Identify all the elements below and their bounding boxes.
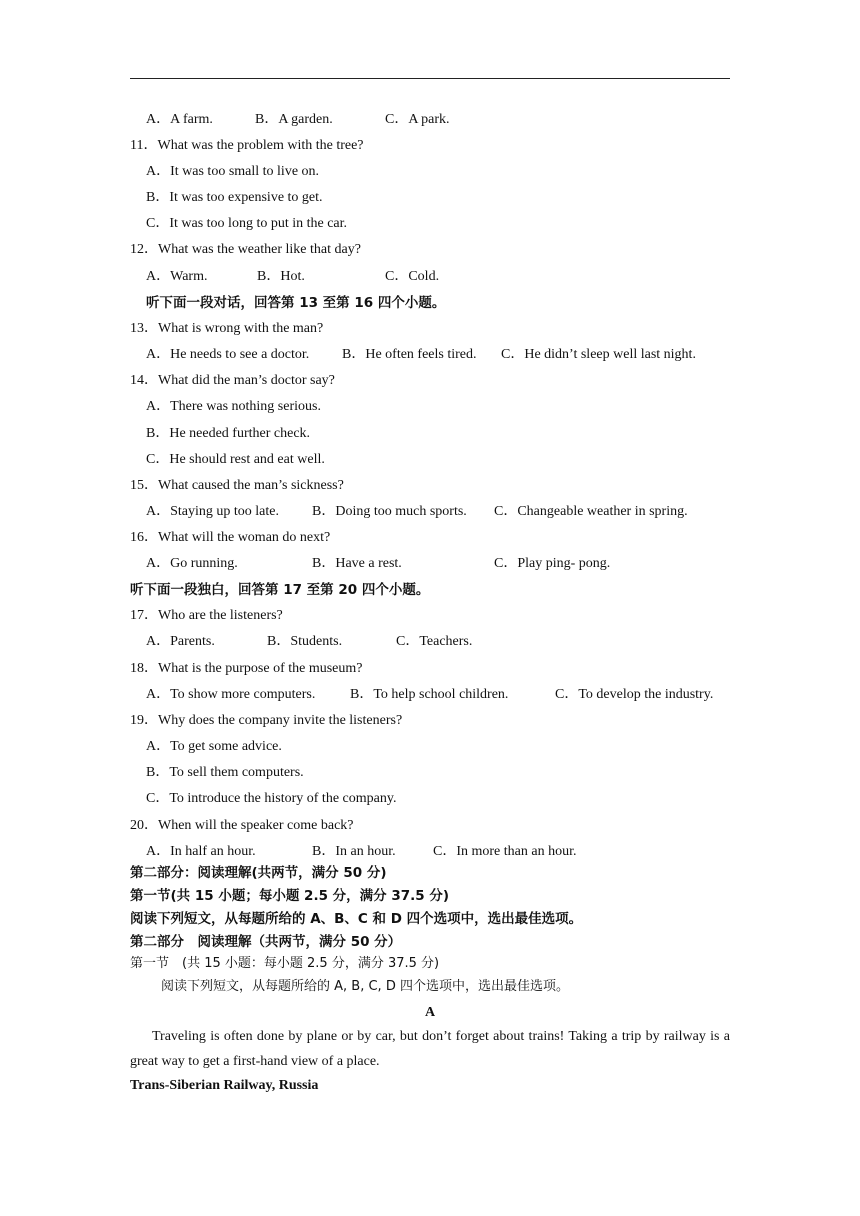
passage-label: A: [424, 1005, 436, 1020]
q18-option-b: B．To help school children.: [350, 687, 509, 702]
instruction-13-16: 听下面一段对话，回答第 13 至第 16 四个小题。: [146, 295, 446, 311]
part2-heading-bold: 第二部分：阅读理解(共两节，满分 50 分): [130, 865, 387, 881]
part2-heading: 第二部分 阅读理解（共两节，满分 50 分）: [130, 934, 402, 950]
q12-stem: 12．What was the weather like that day?: [130, 242, 361, 257]
reading-instruction: 阅读下列短文，从每题所给的 A, B, C, D 四个选项中，选出最佳选项。: [161, 979, 569, 994]
q18-stem: 18．What is the purpose of the museum?: [130, 661, 363, 676]
q14-stem: 14．What did the man’s doctor say?: [130, 373, 335, 388]
q20-option-b: B．In an hour.: [312, 844, 396, 859]
header-rule: [130, 78, 730, 79]
q12-option-a: A．Warm.: [146, 269, 208, 284]
q12-option-b: B．Hot.: [257, 269, 305, 284]
q16-option-c: C．Play ping- pong.: [494, 556, 611, 571]
q13-option-b: B．He often feels tired.: [342, 347, 477, 362]
q14-option-b: B．He needed further check.: [146, 426, 311, 441]
q16-stem: 16．What will the woman do next?: [130, 530, 331, 545]
q10-option-b: B．A garden.: [255, 112, 333, 127]
q18-option-a: A．To show more computers.: [146, 687, 316, 702]
q19-stem: 19．Why does the company invite the listeners?: [130, 713, 403, 728]
q19-option-b: B．To sell them computers.: [146, 765, 304, 780]
q11-option-c: C．It was too long to put in the car.: [146, 216, 348, 231]
q15-stem: 15．What caused the man’s sickness?: [130, 478, 344, 493]
q15-option-a: A．Staying up too late.: [146, 504, 279, 519]
q15-option-b: B．Doing too much sports.: [312, 504, 467, 519]
q15-option-c: C．Changeable weather in spring.: [494, 504, 688, 519]
q16-option-a: A．Go running.: [146, 556, 238, 571]
q10-option-c: C．A park.: [385, 112, 450, 127]
q13-option-c: C．He didn’t sleep well last night.: [501, 347, 696, 362]
q12-option-c: C．Cold.: [385, 269, 440, 284]
q14-option-c: C．He should rest and eat well.: [146, 452, 325, 467]
section1-heading: 第一节 (共 15 小题：每小题 2.5 分，满分 37.5 分): [130, 956, 440, 971]
q16-option-b: B．Have a rest.: [312, 556, 402, 571]
q17-option-a: A．Parents.: [146, 634, 215, 649]
q11-option-a: A．It was too small to live on.: [146, 164, 320, 179]
q13-option-a: A．He needs to see a doctor.: [146, 347, 310, 362]
q13-stem: 13．What is wrong with the man?: [130, 321, 324, 336]
q19-option-c: C．To introduce the history of the company.: [146, 791, 397, 806]
q14-option-a: A．There was nothing serious.: [146, 399, 321, 414]
passage-subheading: Trans-Siberian Railway, Russia: [130, 1078, 319, 1093]
passage-paragraph: Traveling is often done by plane or by car, but don’t forget about trains! Taking a trip by railway is a great way to get a first-hand view of a place.: [130, 1029, 730, 1069]
q19-option-a: A．To get some advice.: [146, 739, 282, 754]
q17-option-c: C．Teachers.: [396, 634, 473, 649]
q20-stem: 20．When will the speaker come back?: [130, 818, 354, 833]
reading-instruction-bold: 阅读下列短文，从每题所给的 A、B、C 和 D 四个选项中，选出最佳选项。: [130, 911, 583, 927]
q10-option-a: A．A farm.: [146, 112, 213, 127]
q17-option-b: B．Students.: [267, 634, 343, 649]
q11-stem: 11．What was the problem with the tree?: [130, 138, 364, 153]
q20-option-a: A．In half an hour.: [146, 844, 256, 859]
q11-option-b: B．It was too expensive to get.: [146, 190, 323, 205]
instruction-17-20: 听下面一段独白，回答第 17 至第 20 四个小题。: [130, 582, 430, 598]
q17-stem: 17．Who are the listeners?: [130, 608, 283, 623]
section1-heading-bold: 第一节(共 15 小题；每小题 2.5 分，满分 37.5 分): [130, 888, 450, 904]
q18-option-c: C．To develop the industry.: [555, 687, 714, 702]
q20-option-c: C．In more than an hour.: [433, 844, 577, 859]
